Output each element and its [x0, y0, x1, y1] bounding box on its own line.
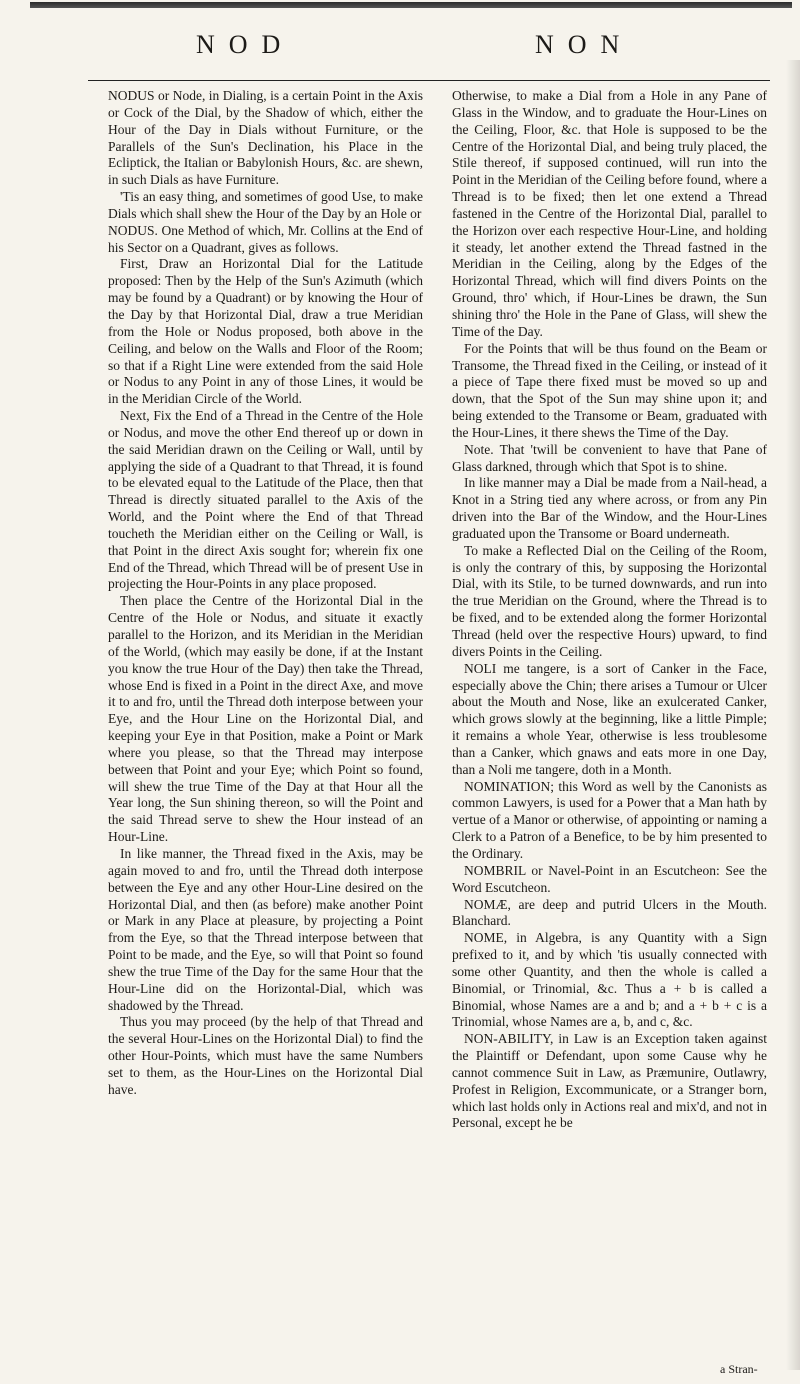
paragraph: In like manner may a Dial be made from a Nail-head, a Knot in a String tied any where across, or from any Pin driven into the Bar of the Window, and the Hour-Lines graduated upon the Transome or Board underneath. — [452, 475, 767, 541]
right-column — [452, 88, 767, 1132]
paragraph: Then place the Centre of the Horizontal Dial in the Centre of the Hole or Nodus, and situate it exactly parallel to the Horizon, and its Meridian in the Meridian of the World, (which may easily be done, if at the Instant you know the true Hour of the Day) then take the Thread, whose End is fixed in a Point in the direct Axe, and move it to and fro, until the Thread doth interpose between your Eye, and the Hour Line on the Horizontal Dial, and keeping your Eye in that Position, make a Point or Mark where you please, so that the Thread may interpose between that Point and your Eye; which Point so found, will shew the true Time of the Day at that Hour all the Year long, the Sun shining thereon, so will the Point and the said Thread serve to shew the Hour instead of an Hour-Line. — [108, 593, 423, 845]
note: Note. That 'twill be convenient to have that Pane of Glass darkned, through which that Spot is to shine. — [452, 441, 767, 474]
page-edge-shadow — [786, 60, 800, 1370]
paragraph: 'Tis an easy thing, and sometimes of good Use, to make Dials which shall shew the Hour of the Day by an Hole or — [108, 189, 423, 221]
entry-nomination: NOMINATION; this Word as well by the Canonists as common Lawyers, is used for a Power that a Man hath by vertue of a Manor or otherwise, of appointing or naming a Clerk to a Patron of a Benefice, to be by him presented to the Ordinary. — [452, 778, 767, 861]
left-column — [108, 88, 423, 1099]
paragraph: For the Points that will be thus found on the Beam or Transome, the Thread fixed in the Ceiling, or instead of it a piece of Tape there fixed must be moved so up and down, that the Spot of the Sun may shine upon it; and being extended to the Transome or Beam, graduated with the Hour-Lines, it there shews the Time of the Day. — [452, 340, 767, 440]
entry-nodus: NODUS or Node, in Dialing, is a certain Point in the Axis or Cock of the Dial, by the Shadow of which, either the Hour of the Day in Dials without Furniture, or the Parallels of the Sun's Declination, his Place in the Ecliptick, the Italian or Babylonish Hours, &c. are shewn, in such Dials as have Furniture. — [108, 88, 423, 188]
right-guide-word: NON — [535, 30, 634, 59]
paragraph: Otherwise, to make a Dial from a Hole in any Pane of Glass in the Window, and to graduate the Hour-Lines on the Ceiling, Floor, &c. that Hole is supposed to be the Centre of the Horizontal Dial, and being truly placed, the Stile thereof, if supposed continued, will run into the Point in the Meridian of the Ceiling before found, where a Thread is to be fixed; then let one extend a Thread fastened in the Centre of the Horizontal Dial, parallel to the Horizon over each respective Hour-Line, and holding it steady, let another extend the Thread fastned in the Meridian in the Ceiling, along by the Edges of the Horizontal Thread, which will find divers Points on the Ground, thro' which, if Hour-Lines be drawn, the Sun shining thro' the Hole in the Pane of Glass, will shew the Time of the Day. — [452, 88, 767, 339]
paragraph: To make a Reflected Dial on the Ceiling of the Room, is only the contrary of this, by supposing the Horizontal Dial, with its Stile, to be turned downwards, and run into the true Meridian on the Ground, where the Thread is to be fixed, and to be extended along the former Horizontal Thread (held over the respective Hours) upward, to find divers Points in the Ceiling. — [452, 542, 767, 659]
entry-noli-me-tangere: NOLI me tangere, is a sort of Canker in the Face, especially above the Chin; there arises a Tumour or Ulcer about the Mouth and Nose, like an exulcerated Canker, which grows slowly at the beginning, like a little Pimple; it remains a whole Year, otherwise is less troublesome than a Canker, which gnaws and eats more in one Day, than a Noli me tangere, doth in a Month. — [452, 660, 767, 777]
paragraph: In like manner, the Thread fixed in the Axis, may be again moved to and fro, until the Thread doth interpose between the Eye and any other Hour-Line desired on the Horizontal Dial, and then (as before) make another Point or Mark in any Place at pleasure, by projecting a Point from the Eye, so that the Thread interpose between that Point to be made, and the Eye, so will that Point so found shew the true Time of the Day for the same Hour that the Hour-Line did on the Horizontal-Dial, which was shadowed by the Thread. — [108, 845, 423, 1013]
page-header — [0, 30, 800, 74]
top-border — [30, 2, 792, 8]
paragraph: Next, Fix the End of a Thread in the Centre of the Hole or Nodus, and move the other End thereof up or down in the said Meridian drawn on the Ceiling or Wall, until by applying the side of a Quadrant to that Thread, it is found to be elevated equal to the Latitude of the Place, then that Thread is directly situated parallel to the Axis of the World, and the Point where the End of that Thread toucheth the Meridian either on the Ceiling or Wall, is that Point in the direct Axis sought for; wherein fix one End of the Thread, which Thread will be of present Use in projecting the Hour-Points in any place proposed. — [108, 408, 423, 592]
entry-nomae: NOMÆ, are deep and putrid Ulcers in the Mouth. Blanchard. — [452, 896, 767, 929]
catchword: a Stran- — [720, 1362, 758, 1376]
paragraph: Thus you may proceed (by the help of that Thread and the several Hour-Lines on the Horizontal Dial) to find the other Hour-Points, which must have the same Numbers set to them, as the Hour-Lines on the Horizontal Dial have. — [108, 1014, 423, 1097]
entry-nome: NOME, in Algebra, is any Quantity with a Sign prefixed to it, and by which 'tis usually connected with some other Quantity, and then the whole is called a Binomial, or Trinomial, &c. Thus a + b is called a Binomial, whose Names are a and b; and a + b + c is a Trinomial, whose Names are a, b, and c, &c. — [452, 930, 767, 1030]
paragraph: NODUS. One Method of which, Mr. Collins at the End of his Sector on a Quadrant, gives as follows. — [108, 222, 423, 255]
entry-nombril: NOMBRIL or Navel-Point in an Escutcheon: See the Word Escutcheon. — [452, 862, 767, 895]
header-rule — [88, 80, 770, 81]
left-guide-word: NOD — [196, 30, 295, 59]
entry-non-ability: NON-ABILITY, in Law is an Exception taken against the Plaintiff or Defendant, upon some Cause why he cannot commence Suit in Law, as Præmunire, Outlawry, Profest in Religion, Excommunicate, or a Stranger born, which last holds only in Actions real and mix'd, and not in Personal, except he be — [452, 1031, 767, 1131]
paragraph: First, Draw an Horizontal Dial for the Latitude proposed: Then by the Help of the Sun's Azimuth (which may be found by a Quadrant) or by knowing the Hour of the Day by that Horizontal Dial, draw a true Meridian from the Hole or Nodus proposed, both above in the Ceiling, and below on the Walls and Floor of the Room; so that if a Right Line were extended from the said Hole or Nodus to any Point in any of those Lines, it would be in the Meridian Circle of the World. — [108, 256, 423, 407]
